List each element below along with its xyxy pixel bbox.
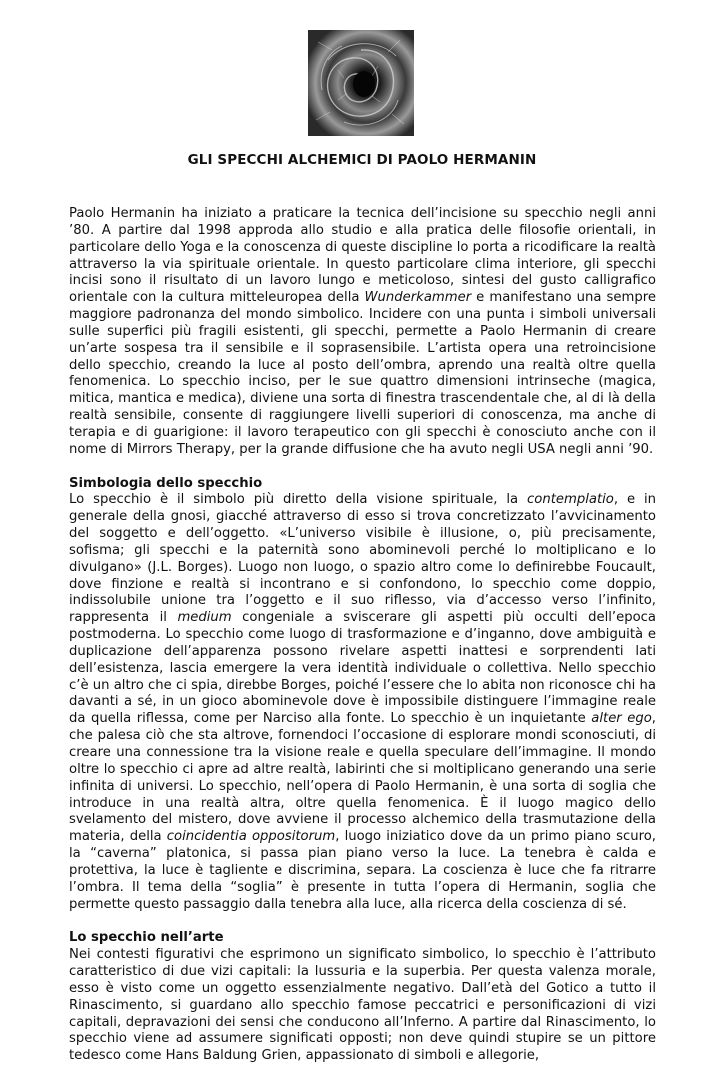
document-body [69, 206, 656, 1065]
section-heading-arte: Lo specchio nell’arte [69, 930, 224, 946]
document-title: GLI SPECCHI ALCHEMICI DI PAOLO HERMANIN [187, 152, 537, 168]
intro-paragraph: Paolo Hermanin ha iniziato a praticare la tecnica dell’incisione su specchio negli anni ’80. A partire dal 1998 approda allo studio e alla pratica delle filosofie orientali, in particolare dello Yoga e la conoscenza di queste discipline lo porta a ricodificare la realtà attraverso la via spirituale orientale. In questo particolare clima interiore, gli specchi incisi sono il risultato di un lavoro lungo e meticoloso, sintesi del gusto calligrafico orientale con la cultura mitteleuropea della Wunderkammer e manifestano una sempre maggiore padronanza del mondo simbolico. Incidere con una punta i simboli universali sulle superfici più fragili esistenti, gli specchi, permette a Paolo Hermanin di creare un’arte sospesa tra il sensibile e il soprasensibile. L’artista opera una retroincisione dello specchio, creando la luce al posto dell’ombra, aprendo una realtà oltre quella fenomenica. Lo specchio inciso, per le sue quattro dimensioni intrinseche (magica, mitica, mantica e medica), diviene una sorta di finestra trascendentale che, al di là della realtà sensibile, consente di raggiungere livelli superiori di conoscenza, ma anche di terapia e di guarigione: il lavoro terapeutico con gli specchi è conosciuto anche con il nome di Mirrors Therapy, per la grande diffusione che ha avuto negli USA negli anni ’90. [69, 206, 656, 457]
engraved-mirror-artwork-image [308, 30, 414, 136]
section-paragraph-arte: Nei contesti figurativi che esprimono un significato simbolico, lo specchio è l’attributo caratteristico di due vizi capitali: la lussuria e la superbia. Per questa valenza morale, esso è visto come un oggetto essenzialmente negativo. Dall’età del Gotico a tutto il Rinascimento, si guardano allo specchio famose peccatrici e personificazioni di vizi capitali, depravazioni dei sensi che conducono all’Inferno. A partire dal Rinascimento, lo specchio viene ad assumere significati opposti; non deve quindi stupire se un pittore tedesco come Hans Baldung Grien, appassionato di simboli e allegorie, [69, 947, 656, 1064]
section-heading-simbologia: Simbologia dello specchio [69, 475, 263, 491]
section-paragraph-simbologia: Lo specchio è il simbolo più diretto della visione spirituale, la contemplatio, e in generale della gnosi, giacché attraverso di esso si trova concretizzato l’avvicinamento del soggetto e dell’oggetto. «L’universo visibile è illusione, o, più precisamente, sofisma; gli specchi e la paternità sono abominevoli perché lo moltiplicano e lo divulgano» (J.L. Borges). Luogo non luogo, o spazio altro come lo definirebbe Foucault, dove finzione e realtà si incontrano e si confondono, lo specchio come doppio, indissolubile unione tra l’oggetto e il suo riflesso, via d’accesso verso l’infinito, rappresenta il medium congeniale a sviscerare gli aspetti più occulti dell’epoca postmoderna. Lo specchio come luogo di trasformazione e d’inganno, dove ambiguità e duplicazione dell’apparenza possono rivelare aspetti inattesi e sorprendenti lati dell’esistenza, lascia emergere la vera identità individuale o collettiva. Nello specchio c’è un altro che ci spia, direbbe Borges, poiché l’essere che lo abita non riconosce chi ha davanti a sé, in un gioco abominevole dove è impossibile distinguere l’immagine reale da quella riflessa, come per Narciso alla fonte. Lo specchio è un inquietante alter ego, che palesa ciò che sta altrove, fornendoci l’occasione di esplorare mondi sconosciuti, di creare una connessione tra la visione reale e quella speculare dell’immagine. Il mondo oltre lo specchio ci apre ad altre realtà, labirinti che si moltiplicano generando una serie infinita di universi. Lo specchio, nell’opera di Paolo Hermanin, è una sorta di soglia che introduce in una realtà altra, oltre quella fenomenica. È il luogo magico dello svelamento del mistero, dove avviene il processo alchemico della trasmutazione della materia, della coincidentia oppositorum, luogo iniziatico dove da un primo piano scuro, la “caverna” platonica, si passa pian piano verso la luce. La tenebra è calda e protettiva, la luce è tagliente e discrimina, separa. La coscienza è luce che fa ritrarre l’ombra. Il tema della “soglia” è presente in tutta l’opera di Hermanin, soglia che permette questo passaggio dalla tenebra alla luce, alla ricerca della coscienza di sé. [69, 492, 657, 912]
